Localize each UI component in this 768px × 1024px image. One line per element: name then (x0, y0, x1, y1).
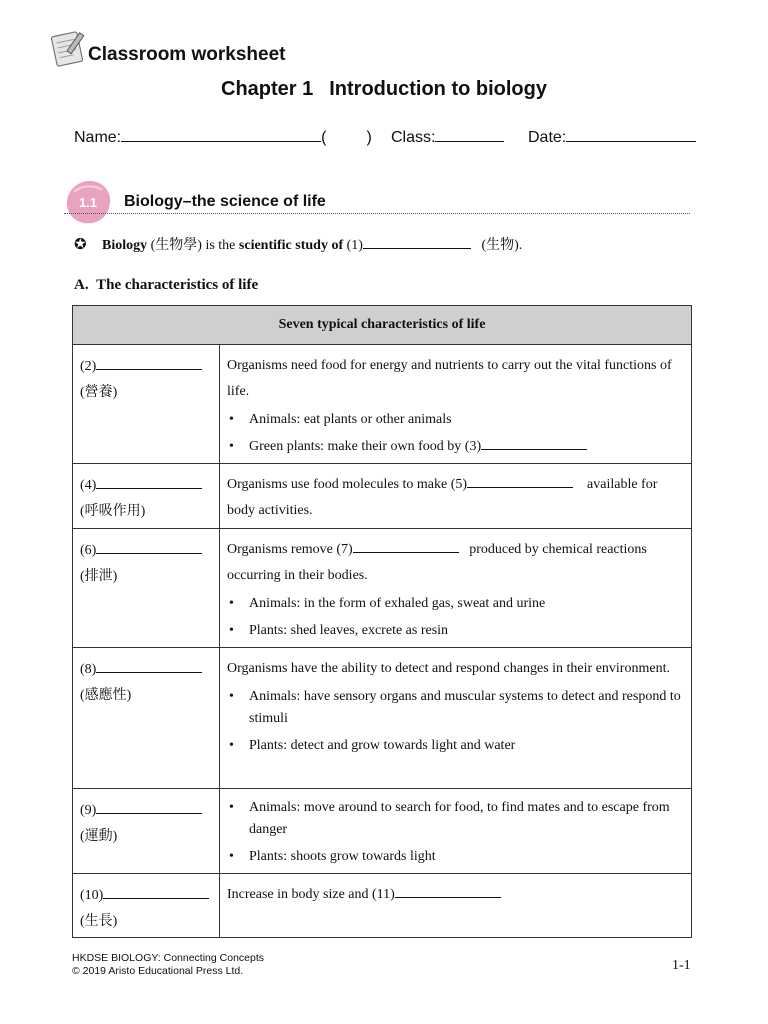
date-field[interactable]: Date: (528, 128, 696, 147)
answer-blank-6[interactable] (96, 542, 202, 554)
answer-blank-10[interactable] (103, 887, 209, 899)
name-field[interactable]: Name: ( ) (74, 129, 372, 146)
chapter-title: Introduction to biology (329, 78, 547, 100)
answer-blank-8[interactable] (96, 661, 202, 673)
star-bullet-icon: ✪ (74, 237, 87, 253)
characteristics-table (72, 305, 692, 938)
class-field[interactable]: Class: (391, 128, 504, 147)
answer-blank-4[interactable] (96, 477, 202, 489)
table-row: (4) (呼吸作用) Organisms use food molecules to make (5) available for body activities. (73, 464, 692, 529)
section-number: 1.1 (78, 195, 98, 210)
table-row: (8) (感應性) Organisms have the ability to detect and respond changes in their environment. • Animals: have sensory organs and muscular systems to detect and respond to stimuli • Plants: detect and grow towards light and water (73, 648, 692, 789)
list-item: • Plants: detect and grow towards light and water (227, 735, 684, 757)
dotted-divider (64, 213, 690, 214)
list-item: • Animals: eat plants or other animals (227, 409, 684, 431)
answer-blank-1[interactable] (363, 237, 471, 249)
list-item: • Green plants: make their own food by (3) (227, 436, 684, 458)
list-item: • Plants: shed leaves, excrete as resin (227, 620, 684, 642)
answer-blank-2[interactable] (96, 358, 202, 370)
answer-blank-5[interactable] (467, 476, 573, 488)
part-a-heading: A. The characteristics of life (74, 277, 259, 293)
list-item: • Plants: shoots grow towards light (227, 846, 684, 868)
chapter-heading (0, 78, 768, 101)
table-row: (6) (排泄) Organisms remove (7) produced by chemical reactions occurring in their bodies. • Animals: in the form of exhaled gas, sweat and urine • Plants: shed leaves, excrete as resin (73, 529, 692, 648)
list-item: • Animals: have sensory organs and muscular systems to detect and respond to stimuli (227, 686, 684, 730)
table-row: (10) (生長) Increase in body size and (11) (73, 874, 692, 938)
notebook-pencil-icon (48, 28, 88, 68)
footer-credit: HKDSE BIOLOGY: Connecting Concepts © 2019 Aristo Educational Press Ltd. (72, 952, 265, 977)
answer-blank-11[interactable] (395, 886, 501, 898)
worksheet-title: Classroom worksheet (88, 44, 286, 65)
answer-blank-9[interactable] (96, 802, 202, 814)
table-header: Seven typical characteristics of life (73, 306, 692, 345)
answer-blank-3[interactable] (481, 438, 587, 450)
table-row: (2) (營養) Organisms need food for energy and nutrients to carry out the vital functions of life. • Animals: eat plants or other animals • Green plants: make their own food by (3) (73, 345, 692, 464)
chapter-label: Chapter 1 (221, 78, 314, 100)
page-number: 1-1 (672, 958, 691, 973)
section-title: Biology–the science of life (124, 193, 326, 210)
answer-blank-7[interactable] (353, 541, 459, 553)
list-item: • Animals: move around to search for food, to find mates and to escape from danger (227, 797, 684, 841)
table-row: (9) (運動) • Animals: move around to search for food, to find mates and to escape from danger • Plants: shoots grow towards light (73, 789, 692, 874)
biology-definition: ✪ Biology (生物學) is the scientific study of (1) (生物). (74, 237, 523, 253)
list-item: • Animals: in the form of exhaled gas, sweat and urine (227, 593, 684, 615)
pink-splash-icon (64, 178, 112, 226)
